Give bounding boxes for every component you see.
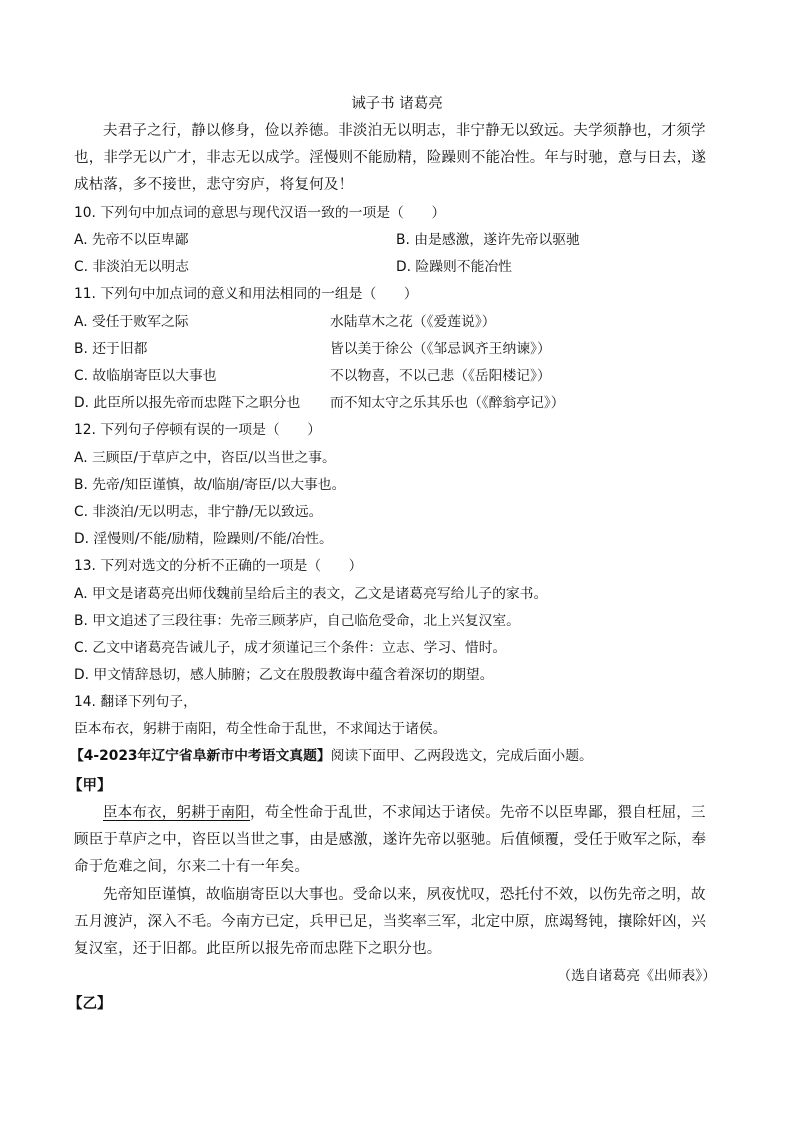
passage-title: 诫子书 诸葛亮 bbox=[351, 96, 443, 112]
q13-option-a: A. 甲文是诸葛亮出师伐魏前呈给后主的表文，乙文是诸葛亮写给儿子的家书。 bbox=[74, 586, 548, 602]
q11-option-a-left: A. 受任于败军之际 bbox=[74, 314, 189, 330]
q11-option-a-right: 水陆草木之花（《爱莲说》） bbox=[330, 314, 496, 330]
passage-jia-paragraph-2: 先帝知臣谨慎，故临崩寄臣以大事也。受命以来，夙夜忧叹，恐托付不效，以伤先帝之明，故五月渡泸，深入不毛。今南方已定，兵甲已足，当奖率三军，北定中原，庶竭驽钝，攘除奸凶，兴复汉室，还于旧都。此臣所以报先帝而忠陛下之职分也。 bbox=[74, 887, 707, 957]
q11-option-c-left: C. 故临崩寄臣以大事也 bbox=[74, 368, 217, 384]
passage-jia-label: 【甲】 bbox=[68, 778, 112, 794]
q12-stem: 12. 下列句子停顿有误的一项是（ ） bbox=[74, 422, 322, 438]
passage-jiezi: 夫君子之行，静以修身，俭以养德。非淡泊无以明志，非宁静无以致远。夫学须静也，才须学也，非学无以广才，非志无以成学。淫慢则不能励精，险躁则不能冶性。年与时驰，意与日去，遂成枯落，多不接世，悲守穷庐，将复何及！ bbox=[74, 123, 707, 193]
q12-option-b: B. 先帝/知臣谨慎，故/临崩/寄臣/以大事也。 bbox=[74, 477, 346, 493]
q10-option-c: C. 非淡泊无以明志 bbox=[74, 259, 189, 275]
q10-option-d: D. 险躁则不能冶性 bbox=[396, 259, 512, 275]
q11-stem: 11. 下列句中加点词的意义和用法相同的一组是（ ） bbox=[74, 286, 418, 302]
q12-option-a: A. 三顾臣/于草庐之中，咨臣/以当世之事。 bbox=[74, 450, 336, 466]
section-source-tag: 【4-2023年辽宁省阜新市中考语文真题】 bbox=[70, 748, 331, 764]
q10-option-b: B. 由是感激，遂许先帝以驱驰 bbox=[396, 232, 580, 248]
q12-option-c: C. 非淡泊/无以明志，非宁静/无以致远。 bbox=[74, 504, 323, 520]
q13-stem: 13. 下列对选文的分析不正确的一项是（ ） bbox=[74, 558, 363, 574]
q10-option-a: A. 先帝不以臣卑鄙 bbox=[74, 232, 189, 248]
q11-option-b-left: B. 还于旧都 bbox=[74, 341, 148, 357]
underlined-phrase: 臣本布衣，躬耕于南阳 bbox=[103, 805, 250, 821]
q11-option-d-right: 而不知太守之乐其乐也（《醉翁亭记》） bbox=[330, 395, 565, 411]
q14-stem: 14. 翻译下列句子， bbox=[74, 694, 197, 710]
q12-option-d: D. 淫慢则/不能/励精，险躁则/不能/冶性。 bbox=[74, 531, 333, 547]
passage-jia-source: （选自诸葛亮《出师表》） bbox=[557, 968, 716, 984]
passage-jia-paragraph-1 bbox=[74, 800, 720, 881]
section-header bbox=[70, 746, 593, 766]
q13-option-b: B. 甲文追述了三段往事：先帝三顾茅庐，自己临危受命，北上兴复汉室。 bbox=[74, 613, 520, 629]
passage-yi-label: 【乙】 bbox=[68, 996, 112, 1012]
passage-jia-p1-rest: ，苟全性命于乱世，不求闻达于诸侯。先帝不以臣卑鄙，猥自枉屈，三顾臣于草庐之中，咨臣以当世之事，由是感激，遂许先帝以驱驰。后值倾覆，受任于败军之际，奉命于危难之间，尔来二十有一年矣。 bbox=[74, 805, 707, 875]
section-instruction: 阅读下面甲、乙两段选文，完成后面小题。 bbox=[330, 748, 593, 764]
q13-option-c: C. 乙文中诸葛亮告诫儿子，成才须谨记三个条件：立志、学习、惜时。 bbox=[74, 640, 507, 656]
q11-option-d-left: D. 此臣所以报先帝而忠陛下之职分也 bbox=[74, 395, 301, 411]
q10-stem: 10. 下列句中加点词的意思与现代汉语一致的一项是（ ） bbox=[74, 205, 446, 221]
q11-option-b-right: 皆以美于徐公（《邹忌讽齐王纳谏》） bbox=[330, 341, 551, 357]
q13-option-d: D. 甲文情辞恳切，感人肺腑；乙文在殷殷教诲中蕴含着深切的期望。 bbox=[74, 667, 494, 683]
q14-sentence: 臣本布衣，躬耕于南阳，苟全性命于乱世，不求闻达于诸侯。 bbox=[74, 721, 447, 737]
q11-option-c-right: 不以物喜，不以己悲（《岳阳楼记》） bbox=[330, 368, 551, 384]
